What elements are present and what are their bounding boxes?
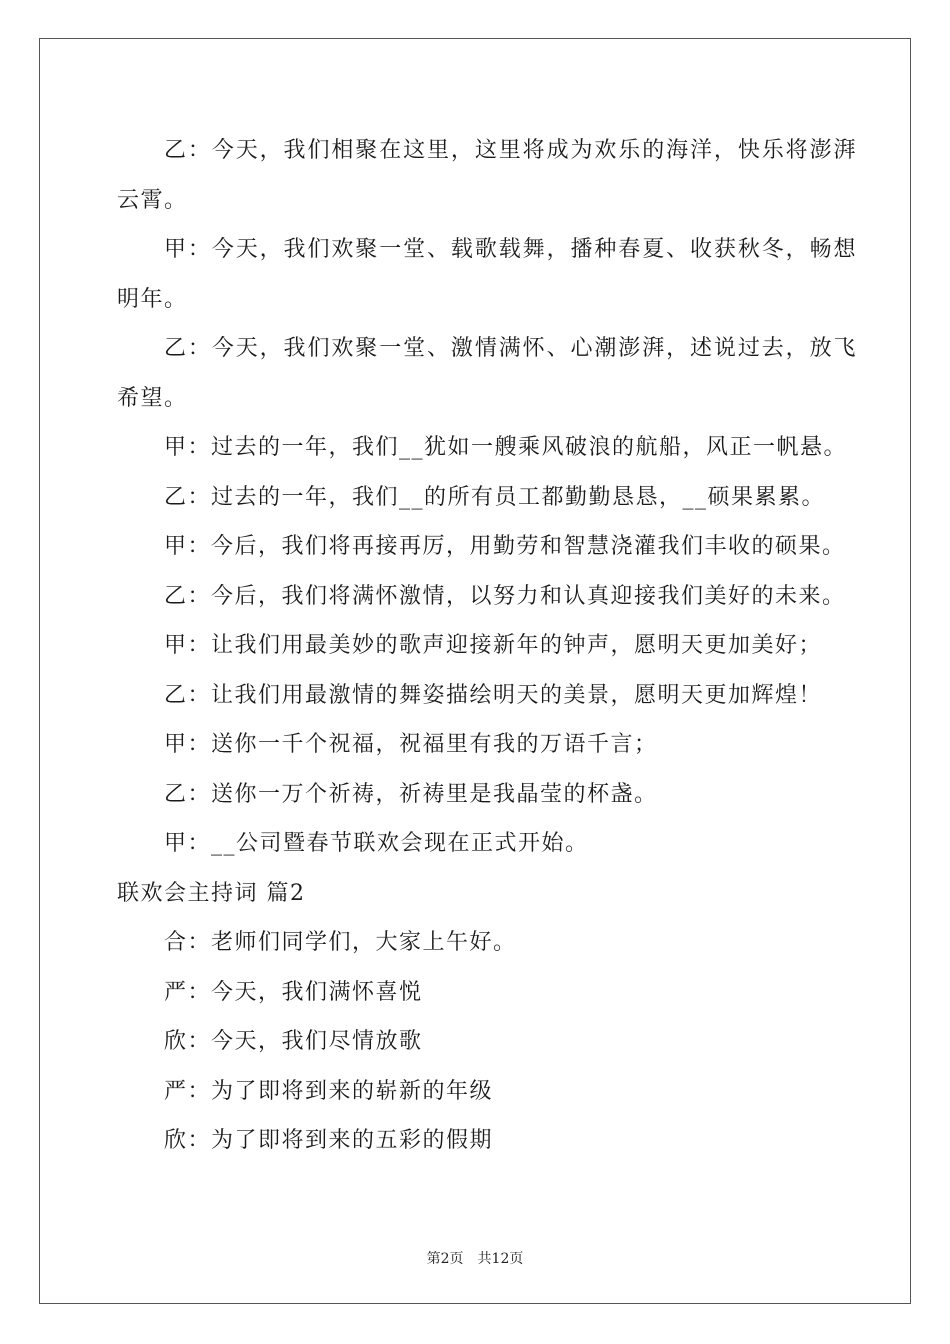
paragraph: 欣：今天，我们尽情放歌 <box>164 1029 423 1054</box>
page-total: 共12页 <box>477 1251 524 1267</box>
paragraph: 严：今天，我们满怀喜悦 <box>164 979 423 1005</box>
paragraph: 乙：让我们用最激情的舞姿描绘明天的美景，愿明天更加辉煌！ <box>164 682 823 708</box>
paragraph: 合：老师们同学们，大家上午好。 <box>164 930 517 955</box>
document-body <box>117 126 857 1166</box>
page-number: 第2页 <box>426 1251 464 1267</box>
paragraph: 乙：过去的一年，我们__的所有员工都勤勤恳恳，__硕果累累。 <box>164 484 826 510</box>
paragraph: 乙：送你一万个祈祷，祈祷里是我晶莹的杯盏。 <box>164 781 658 807</box>
paragraph: 甲：送你一千个祝福，祝福里有我的万语千言； <box>164 732 658 757</box>
paragraph: 乙：今天，我们相聚在这里，这里将成为欢乐的海洋，快乐将澎湃云霄。 <box>117 138 857 213</box>
paragraph: 欣：为了即将到来的五彩的假期 <box>164 1128 494 1153</box>
paragraph: 严：为了即将到来的崭新的年级 <box>164 1078 494 1104</box>
paragraph: 乙：今天，我们欢聚一堂、激情满怀、心潮澎湃，述说过去，放飞希望。 <box>117 336 857 411</box>
paragraph: 甲：让我们用最美妙的歌声迎接新年的钟声，愿明天更加美好； <box>164 633 823 658</box>
paragraph: 甲：过去的一年，我们__犹如一艘乘风破浪的航船，风正一帆悬。 <box>164 435 848 460</box>
section-heading: 联欢会主持词 篇2 <box>117 880 306 906</box>
page-footer <box>0 1248 950 1268</box>
paragraph: 甲：今后，我们将再接再厉，用勤劳和智慧浇灌我们丰收的硕果。 <box>164 534 846 559</box>
paragraph: 甲：今天，我们欢聚一堂、载歌载舞，播种春夏、收获秋冬，畅想明年。 <box>117 237 857 312</box>
paragraph: 甲：__公司暨春节联欢会现在正式开始。 <box>164 831 589 856</box>
paragraph: 乙：今后，我们将满怀激情，以努力和认真迎接我们美好的未来。 <box>164 583 846 609</box>
